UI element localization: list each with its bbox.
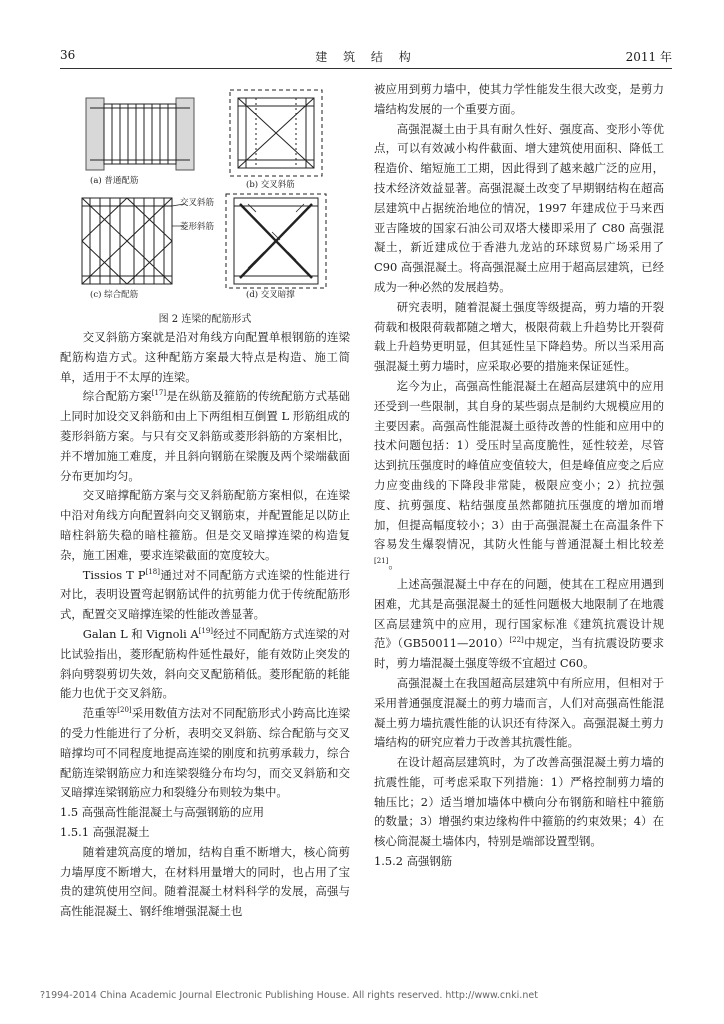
label-diamond-diagonal: 菱形斜筋 (180, 222, 215, 232)
label-cross-diagonal: 交叉斜筋 (180, 198, 215, 208)
journal-title: 建 筑 结 构 (315, 50, 417, 64)
paragraph: 交叉暗撑配筋方案与交叉斜筋配筋方案相似，在连梁中沿对角线方向配置斜向交叉钢筋束，并配置能足以防止暗柱斜筋失稳的暗柱箍筋。但是交叉暗撑连梁的构造复杂，施工困难，要求连梁截面的宽度较大。 (60, 488, 350, 562)
diagram-combined-reinforcement (82, 198, 184, 284)
paragraph: Tissios T P[18]通过对不同配筋方式连梁的性能进行对比，表明设置弯起钢筋试件的抗剪能力优于传统配筋形式，配置交叉暗撑连梁的性能改善显著。 (60, 567, 350, 622)
citation: [19] (198, 627, 214, 636)
paragraph: Galan L 和 Vignoli A[19]经过不同配筋方式连梁的对比试验指出，菱形配筋构件延性最好，能有效防止突发的斜向劈裂剪切失效，斜向交叉配筋稍低。菱形配筋的耗能能力也优于交叉斜筋。 (60, 626, 350, 701)
paragraph: 被应用到剪力墙中，使其力学性能发生很大改变，是剪力墙结构发展的一个重要方面。 (374, 82, 664, 116)
paragraph: 迄今为止，高强高性能混凝土在超高层建筑中的应用还受到一些限制，其自身的某些弱点是制约大规模应用的主要因素。高强高性能混凝土亟待改善的性能和应用中的技术问题包括：1）受压时呈高度脆性，延性较差，尽管达到抗压强度时的峰值应变值较大，但是峰值应变之后应力应变曲线的下降段非常陡，极限应变小；2）抗拉强度、抗剪强度、粘结强度虽然都随抗压强度的增加而增加，但提高幅度较小；3）由于高强混凝土在高温条件下容易发生爆裂情况，其防火性能与普通混凝土相比较差[21]。 (374, 378, 664, 572)
diagram-ordinary-reinforcement (86, 98, 194, 170)
figure-2 (60, 80, 350, 328)
paragraph: 在设计超高层建筑时，为了改善高强混凝土剪力墙的抗震性能，可考虑采取下列措施：1）严格控制剪力墙的轴压比；2）适当增加墙体中横向分布钢筋和暗柱中箍筋的数量；3）增强约束边缘构件中箍筋的约束效果；4）在核心筒混凝土墙体内，特别是端部设置型钢。 (374, 755, 664, 849)
paragraph: 范重等[20]采用数值方法对不同配筋形式小跨高比连梁的受力性能进行了分析，表明交叉斜筋、综合配筋与交叉暗撑均可不同程度地提高连梁的刚度和抗剪承载力，综合配筋连梁钢筋应力和连梁裂缝分布均匀，而交叉斜筋和交叉暗撑连梁钢筋应力和裂缝分布则较为集中。 (60, 706, 350, 800)
paragraph: 高强混凝土由于具有耐久性好、强度高、变形小等优点，可以有效减小构件截面、增大建筑使用面积、降低工程造价、缩短施工工期，因此得到了越来越广泛的应用，技术经济效益显著。高强混凝土改变了早期钢结构在超高层建筑中占据统治地位的情况，1997 年建成位于马来西亚吉隆坡的国家石油公司双塔大楼即采用了 C80 高强混凝土，新近建成位于香港九龙站的环球贸易广场采用了 C90 高强混凝土。将高强混凝土应用于超高层建筑，已经成为一种必然的发展趋势。 (374, 121, 664, 294)
subcaption-b: (b) 交叉斜筋 (246, 180, 295, 190)
copyright-footer: ?1994-2014 China Academic Journal Electronic Publishing House. All rights reserved. http://www.cnki.net (40, 990, 538, 1001)
subcaption-d: (d) 交叉暗撑 (246, 290, 295, 300)
citation: [18] (145, 567, 160, 576)
paragraph: 上述高强混凝土中存在的问题，使其在工程应用遇到困难，尤其是高强混凝土的延性问题极大地限制了在地震区高层建筑中的应用，现行国家标准《建筑抗震设计规范》（GB50011—2010）[22]中规定，当有抗震设防要求时，剪力墙混凝土强度等级不宜超过 C60。 (374, 576, 664, 671)
diagram-cross-hidden-brace (226, 194, 326, 288)
paragraph: 交叉斜筋方案就是沿对角线方向配置单根钢筋的连梁配筋构造方式。这种配筋方案最大特点是构造、施工简单，适用于不太厚的连梁。 (60, 330, 350, 384)
beam-reinforcement-diagram (60, 80, 350, 310)
citation: [22] (509, 636, 524, 645)
subcaption-c: (c) 综合配筋 (90, 290, 139, 300)
subsection-heading: 1.5.1 高强混凝土 (60, 824, 150, 839)
left-column (60, 80, 350, 922)
issue-year: 2011 年 (625, 50, 672, 64)
section-heading: 1.5 高强高性能混凝土与高强钢筋的应用 (60, 805, 264, 820)
citation: [21] (374, 557, 389, 566)
subcaption-a: (a) 普通配筋 (90, 176, 139, 186)
citation: [17] (151, 389, 167, 398)
paragraph: 综合配筋方案[17]是在纵筋及箍筋的传统配筋方式基础上同时加设交叉斜筋和由上下两组相互倒置 L 形筋组成的菱形斜筋方案。与只有交叉斜筋或菱形斜筋的方案相比，并不增加施工难度，并且斜向钢筋在梁腹及两个梁端截面分布更加均匀。 (60, 389, 350, 483)
diagram-cross-diagonal (230, 90, 322, 176)
running-header (60, 48, 672, 68)
citation: [20] (117, 706, 132, 715)
subsection-heading: 1.5.2 高强钢筋 (374, 854, 453, 869)
header-rule (60, 68, 672, 69)
paragraph: 随着建筑高度的增加，结构自重不断增大，核心筒剪力墙厚度不断增大，在材料用量增大的同时，也占用了宝贵的建筑使用空间。随着混凝土材料科学的发展，高强与高性能混凝土、钢纤维增强混凝土也 (60, 844, 350, 919)
paragraph: 研究表明，随着混凝土强度等级提高，剪力墙的开裂荷载和极限荷载都随之增大，极限荷载上升趋势比开裂荷载上升趋势更明显，但其延性呈下降趋势。所以当采用高强混凝土剪力墙时，应采取必要的措施来保证延性。 (374, 299, 664, 374)
figure-title: 图 2 连梁的配筋形式 (158, 314, 252, 325)
right-column (374, 80, 664, 872)
page-number: 36 (60, 48, 76, 62)
paragraph: 高强混凝土在我国超高层建筑中有所应用，但相对于采用普通强度混凝土的剪力墙而言，人们对高强高性能混凝土剪力墙抗震性能的认识还有待深入。高强混凝土剪力墙结构的研究应着力于改善其抗震性能。 (374, 675, 664, 750)
